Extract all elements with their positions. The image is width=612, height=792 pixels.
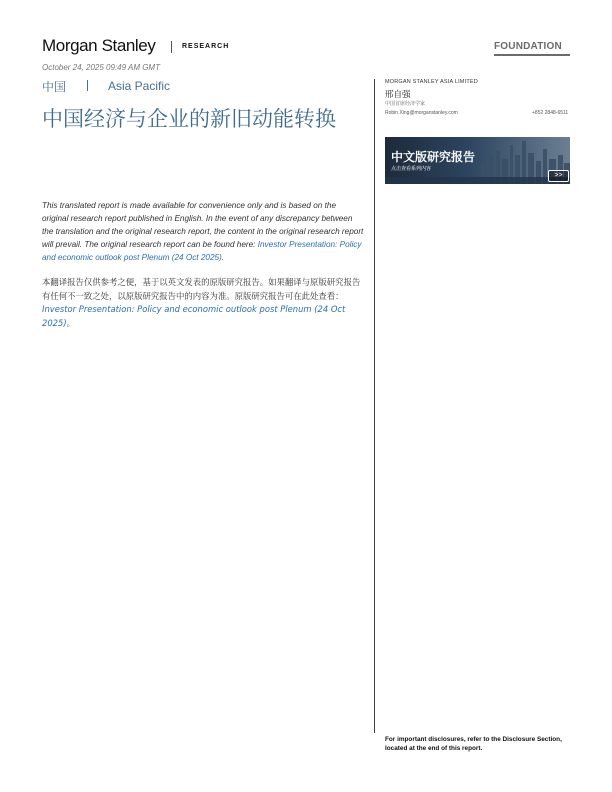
disclaimer-chinese-end: 。	[66, 317, 75, 328]
original-report-link[interactable]: Investor Presentation: Policy and economic outlook post Plenum (24 Oct 2025)	[42, 240, 362, 262]
location-divider	[87, 80, 88, 91]
banner-subtitle: 点击查看系列内容	[391, 166, 432, 172]
disclaimer-english-end: .	[221, 253, 225, 262]
analyst-entity: MORGAN STANLEY ASIA LIMITED	[385, 79, 478, 85]
report-dateline: October 24, 2025 09:49 AM GMT	[42, 63, 160, 72]
report-title: 中国经济与企业的新旧动能转换	[42, 107, 336, 131]
disclaimer-chinese-text: 本翻译报告仅供参考之便，基于以英文发表的原版研究报告。如果翻译与原版研究报告有任何不一致之处，以原版研究报告中的内容为准。原版研究报告可在此处查看：	[42, 277, 361, 301]
disclaimer-english-text: This translated report is made available for convenience only and is based on the original research report published in English. In the event of any discrepancy between the translation and the original research report, the content in the original research report will prevail. The original research report can be found here:	[42, 201, 364, 249]
column-divider	[374, 79, 375, 733]
analyst-role: 中国首席经济学家	[385, 101, 426, 107]
region-label: Asia Pacific	[108, 79, 171, 93]
brand-logo: Morgan Stanley	[42, 36, 156, 55]
brand-divider	[171, 41, 172, 53]
banner-arrow-button[interactable]: >>	[548, 170, 569, 182]
analyst-email-link[interactable]: Robin.Xing@morganstanley.com	[385, 110, 458, 116]
disclosure-note: For important disclosures, refer to the Disclosure Section, located at the end of this report.	[385, 736, 562, 752]
analyst-phone: +852 2848-6511	[532, 110, 569, 116]
original-report-link-zh[interactable]: Investor Presentation: Policy and economic outlook post Plenum (24 Oct 2025)	[42, 304, 346, 328]
country-label: 中国	[42, 80, 67, 94]
disclaimer-english	[42, 199, 364, 264]
series-label: FOUNDATION	[494, 41, 562, 52]
section-label: RESEARCH	[182, 43, 230, 50]
series-underline	[494, 54, 570, 56]
banner-title: 中文版研究报告	[391, 150, 476, 164]
chinese-reports-banner[interactable]	[385, 137, 570, 184]
disclaimer-chinese	[42, 276, 364, 330]
analyst-name: 邢自强	[385, 90, 411, 100]
